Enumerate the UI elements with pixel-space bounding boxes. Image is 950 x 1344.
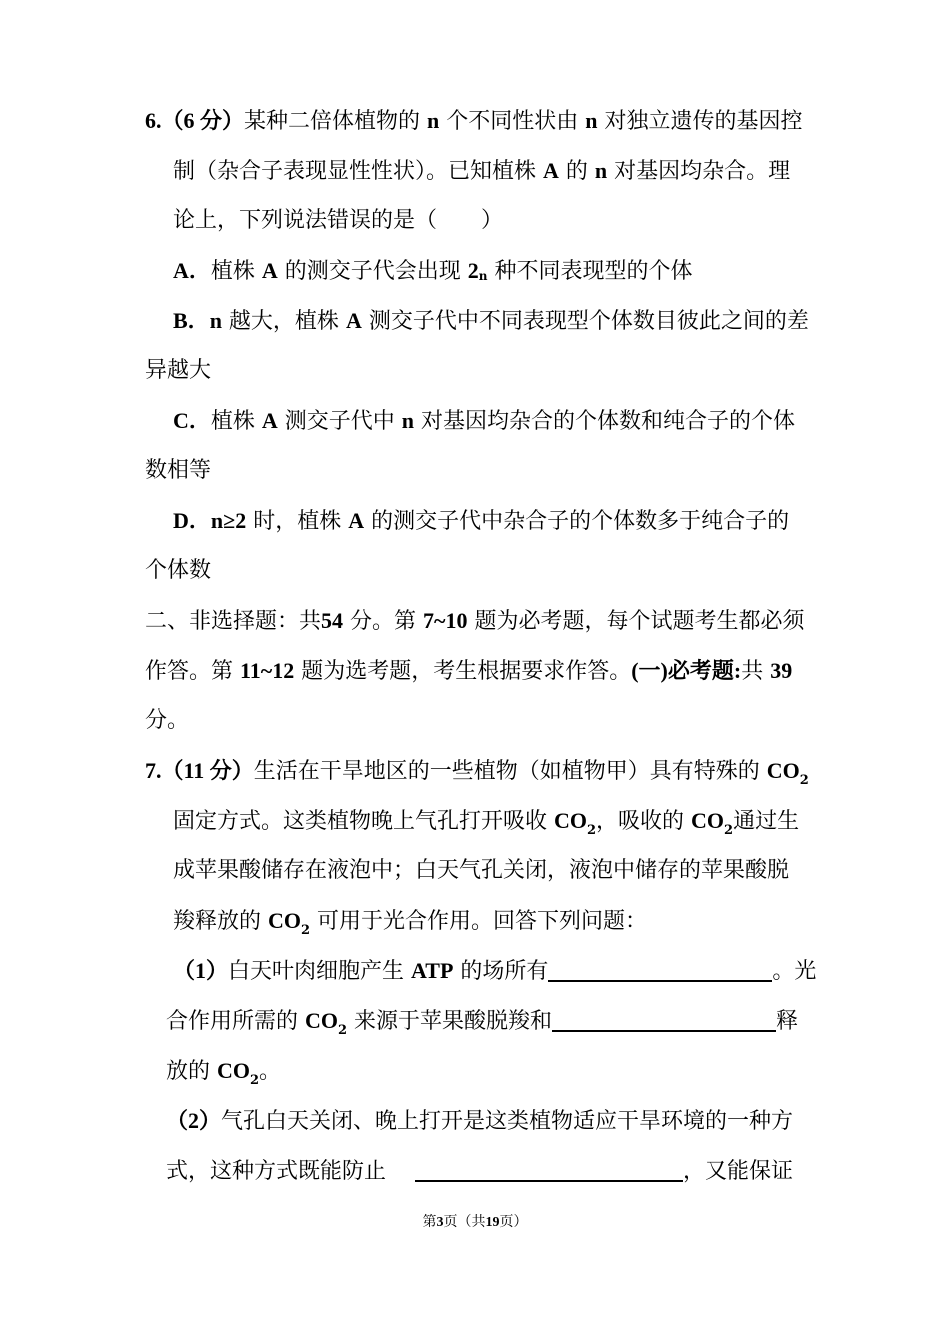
q7-line-3: 成苹果酸储存在液泡中；白天气孔关闭，液泡中储存的苹果酸脱 [173,858,790,883]
q6-line-1: 6.（6 分）某种二倍体植物的 n 个不同性状由 n 对独立遗传的基因控 [145,108,803,134]
q7-line-1: 7.（11 分）生活在干旱地区的一些植物（如植物甲）具有特殊的 $CO_2$ [145,758,809,788]
question-number: 7 [145,758,156,783]
q6-line-3: 论上，下列说法错误的是（ ） [173,208,504,233]
answer-blank-1[interactable] [548,956,772,982]
q6-option-b-cont: 异越大 [145,358,212,383]
q7-line-2: 固定方式。这类植物晚上气孔打开吸收 $CO_2$，吸收的 $CO_2$通过生 [173,808,800,838]
q6-option-d-cont: 个体数 [145,558,212,583]
part-label: （2） [166,1108,222,1133]
q6-option-d: D．n≥2 时，植株 A 的测交子代中杂合子的个体数多于纯合子的 [173,508,790,534]
option-label: A． [173,258,211,283]
q7-part1-line-1: （1）白天叶肉细胞产生 ATP 的场所有 。光 [173,958,817,984]
option-label: C． [173,408,211,433]
q7-part1-line-3: 放的 $CO_2$。 [166,1058,282,1088]
q7-part1-line-2: 合作用所需的 $CO_2$ 来源于苹果酸脱羧和 释 [166,1008,799,1038]
question-score: （6 分） [161,108,245,133]
section-heading-line-3: 分。 [145,708,190,733]
q6-line-2: 制（杂合子表现显性性状）。已知植株 A 的 n 对基因均杂合。理 [173,158,791,184]
section-heading-line-1: 二、非选择题：共54 分。第 7~10 题为必考题，每个试题考生都必须 [145,608,805,634]
q6-option-c-cont: 数相等 [145,458,212,483]
q7-part2-line-2: 式，这种方式既能防止 ，又能保证 [166,1156,793,1187]
q6-option-c: C．植株 A 测交子代中 n 对基因均杂合的个体数和纯合子的个体 [173,408,796,434]
page-number: 3 [436,1215,444,1230]
answer-blank-3[interactable] [415,1156,683,1182]
q7-line-4: 羧释放的 $CO_2$ 可用于光合作用。回答下列问题： [173,908,648,938]
total-pages: 19 [485,1215,500,1230]
page-footer: 第3页（共19页） [422,1214,528,1230]
question-score: （11 分） [161,758,254,783]
question-number: 6 [145,108,156,133]
answer-blank-2[interactable] [552,1006,776,1032]
section-heading-line-2: 作答。第 11~12 题为选考题，考生根据要求作答。(一)必考题:共 39 [145,658,793,684]
q6-option-a: A．植株 A 的测交子代会出现 2n 种不同表现型的个体 [173,258,693,284]
option-label: B． [173,308,210,333]
q6-option-b: B．n 越大，植株 A 测交子代中不同表现型个体数目彼此之间的差 [173,308,809,334]
part-label: （1） [173,958,229,983]
q7-part2-line-1: （2）气孔白天关闭、晚上打开是这类植物适应干旱环境的一种方 [166,1108,794,1134]
option-label: D． [173,508,211,533]
